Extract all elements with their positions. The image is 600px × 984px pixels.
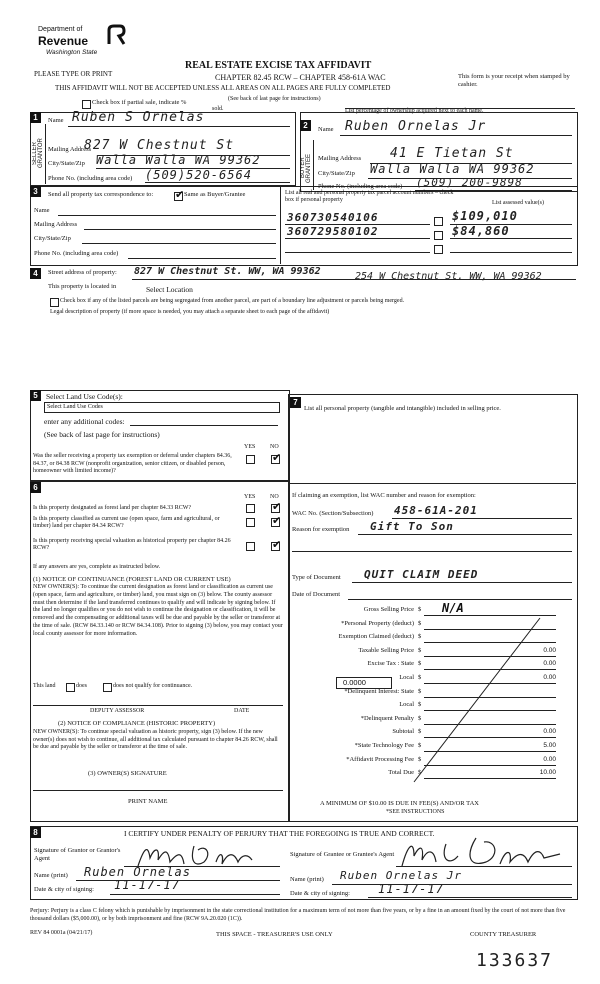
s6-no: NO	[270, 494, 279, 500]
form-id: REV 84 0001a (04/21/17)	[30, 930, 93, 936]
tax-row-label: *State Technology Fee	[354, 742, 414, 749]
grantor-name[interactable]: Ruben S Ornelas	[72, 110, 205, 125]
street-address-label: Street address of property:	[48, 269, 117, 276]
dept-line2: Revenue	[38, 34, 89, 48]
tax-row-value[interactable]: 0.00	[543, 674, 556, 681]
s5-no: NO	[270, 444, 279, 450]
tax-row-dollar: $	[418, 633, 422, 641]
section-7-number: 7	[290, 397, 301, 408]
tax-row-dollar: $	[418, 728, 422, 736]
section-4-number: 4	[30, 268, 41, 279]
grantee-print-name[interactable]: Ruben Ornelas Jr	[340, 869, 462, 882]
grantee-mailing-label: Mailing Address	[318, 155, 362, 162]
partial-sale-label: Check box if partial sale, indicate %	[92, 99, 187, 106]
s3-mailing-label: Mailing Address	[34, 221, 78, 228]
tax-row-label: *Delinquent Interest: State	[344, 687, 414, 695]
grantor-mailing-label: Mailing Address	[48, 146, 92, 153]
grantee-city-label: City/State/Zip	[318, 170, 355, 177]
grantee-date-label: Date & city of signing:	[290, 890, 350, 897]
grantor-print-name[interactable]: Ruben Ornelas	[84, 865, 191, 879]
county-treasurer: COUNTY TREASURER	[470, 931, 537, 938]
section-8-number: 8	[30, 827, 41, 838]
grantee-city[interactable]: Walla Walla WA 99362	[370, 162, 535, 176]
strike-through-line	[410, 616, 550, 784]
same-as-grantee-checkbox[interactable]	[174, 192, 183, 201]
grantor-city[interactable]: Walla Walla WA 99362	[96, 153, 261, 167]
local-rate-box	[336, 677, 392, 689]
parcel-3-personal-checkbox[interactable]	[434, 245, 443, 254]
s6-question-1: Is this property designated as forest land per chapter 84.33 RCW?	[33, 505, 192, 511]
street-address-1[interactable]: 827 W Chestnut St. WW, WA 99362	[134, 266, 321, 277]
tax-row-value[interactable]: 0.00	[543, 755, 556, 763]
grantor-phone[interactable]: (509)520-6564	[145, 168, 252, 182]
land-does-label: does	[76, 683, 87, 689]
tax-row-label: Total Due	[388, 769, 414, 777]
assessed-value-1[interactable]: $109,010	[452, 209, 518, 223]
tax-row-label: Local	[399, 701, 414, 709]
doc-type-value[interactable]: QUIT CLAIM DEED	[364, 568, 479, 581]
s5-q1-yes[interactable]	[246, 455, 255, 464]
assessed-value-2[interactable]: $84,860	[452, 224, 510, 238]
certify-statement: I CERTIFY UNDER PENALTY OF PERJURY THAT THE FOREGOING IS TRUE AND CORRECT.	[124, 829, 435, 838]
tax-row-label: Exemption Claimed (deduct)	[338, 633, 414, 641]
grantor-signature-label: Signature of Grantor or Grantor's Agent	[34, 847, 121, 862]
notice-1-title: (1) NOTICE OF CONTINUANCE (FOREST LAND OR CURRENT USE)	[33, 576, 231, 583]
grantee-signature-label: Signature of Grantee or Grantee's Agent	[290, 851, 395, 858]
tax-row-value[interactable]: 10.00	[539, 769, 556, 777]
deputy-date: DATE	[234, 708, 250, 714]
s6-question-3: Is this property receiving special valuation as historical property per chapter 84.26 RCW?	[33, 538, 231, 551]
segregated-checkbox[interactable]	[50, 298, 59, 307]
grantee-date[interactable]: 11-17-17	[378, 882, 444, 896]
located-label: This property is located in	[48, 283, 117, 290]
sold-label: sold.	[212, 106, 224, 112]
tax-row-label: Subtotal	[392, 728, 414, 736]
if-answers-yes: If any answers are yes, complete as instructed below.	[33, 564, 161, 570]
s6-q1-yes[interactable]	[246, 504, 255, 513]
land-does-not-label: does not qualify for continuance.	[113, 683, 193, 689]
s6-q1-no[interactable]	[271, 504, 280, 513]
personal-property-label: List all personal property (tangible and intangible) included in selling price.	[304, 405, 501, 412]
dor-emblem-icon	[106, 24, 126, 46]
grantor-date-label: Date & city of signing:	[34, 886, 94, 893]
section-2-number: 2	[300, 120, 311, 131]
local-rate[interactable]: 0.0000	[343, 678, 366, 687]
doc-date-label: Date of Document	[292, 591, 341, 598]
grantee-name[interactable]: Ruben Ornelas Jr	[345, 119, 487, 134]
doc-type-label: Type of Document	[292, 574, 341, 581]
partial-sale-checkbox[interactable]	[82, 100, 91, 109]
assessed-value-label: List assessed value(s)	[492, 200, 544, 206]
parcel-2-personal-checkbox[interactable]	[434, 231, 443, 240]
tax-row-dollar: $	[418, 660, 422, 668]
form-chapter: CHAPTER 82.45 RCW – CHAPTER 458-61A WAC	[215, 73, 386, 82]
tax-row-dollar: $	[418, 674, 422, 681]
notice-2-title: (2) NOTICE OF COMPLIANCE (HISTORIC PROPERTY)	[58, 720, 216, 727]
grantee-print-label: Name (print)	[290, 876, 324, 883]
print-name: PRINT NAME	[128, 798, 168, 805]
s5-question-1: Was the seller receiving a property tax exemption or deferral under chapters 84.36, 84.37, or 84.38 RCW (nonprofit organization, senior citizen, or disabled person, homeowner with limited income)?	[33, 453, 232, 474]
tax-row-label: Taxable Selling Price	[358, 646, 414, 654]
tax-row-dollar: $	[418, 769, 422, 777]
section-6-number: 6	[30, 482, 41, 493]
minimum-due: A MINIMUM OF $10.00 IS DUE IN FEE(S) AND/OR TAX	[320, 800, 479, 807]
see-back-top: (See back of last page for instructions)	[228, 96, 321, 102]
wac-value[interactable]: 458-61A-201	[394, 504, 478, 517]
land-does-not-checkbox[interactable]	[103, 683, 112, 692]
owner-signature: (3) OWNER(S) SIGNATURE	[88, 770, 167, 777]
send-correspondence-label: Send all property tax correspondence to:	[48, 191, 154, 198]
parcel-2[interactable]: 360729580102	[287, 225, 379, 238]
parcel-list-label: List all real and personal property tax parcel account numbers – check box if personal property	[285, 190, 454, 203]
tax-row-dollar: $	[418, 646, 422, 654]
grantor-phone-label: Phone No. (including area code)	[48, 175, 133, 182]
list-percentage: List percentage of ownership acquired next to each name.	[345, 108, 484, 114]
grantee-side-label: BUYER GRANTEE	[300, 153, 312, 183]
exemption-reason[interactable]: Gift To Son	[370, 520, 454, 533]
grantee-name-label: Name	[318, 126, 334, 133]
s3-name-label: Name	[34, 207, 50, 214]
s3-phone-label: Phone No. (including area code)	[34, 250, 119, 257]
land-use-label: Select Land Use Code(s):	[46, 392, 123, 401]
s6-yes: YES	[244, 494, 256, 500]
located-select[interactable]: Select Location	[146, 285, 193, 294]
additional-codes-label: enter any additional codes:	[44, 417, 125, 426]
grantee-phone-label: Phone No. (including area code)	[318, 183, 403, 190]
grantee-signature[interactable]	[396, 834, 566, 870]
section-1-number: 1	[30, 112, 41, 123]
street-address-2[interactable]: 254 W Chestnut St. WW, WA 99362	[355, 271, 542, 282]
land-use-select[interactable]	[44, 402, 280, 413]
grantor-city-label: City/State/Zip	[48, 160, 85, 167]
tax-row-dollar: $	[418, 755, 422, 763]
receipt-note: This form is your receipt when stamped by cashier.	[458, 73, 570, 88]
grantee-phone[interactable]: (509) 200-9898	[416, 176, 523, 189]
tax-row-dollar: $	[418, 714, 422, 722]
tax-row-dollar: $	[418, 701, 422, 709]
land-does-checkbox[interactable]	[66, 683, 75, 692]
wac-label: WAC No. (Section/Subsection)	[292, 510, 374, 517]
notice-1-body: NEW OWNER(S): To continue the current designation as forest land or classification as current use (open space, farm and agriculture, or timber) land, you must sign on (3) below. The county assessor must then determine if the land transferred continues to qualify and will indicate by signing below. If the land no longer qualifies or you do not wish to continue the designation or classification, it will be removed and the compensating or additional taxes will be due and payable by the seller or transferor at the time of sale. (RCW 84.33.140 or RCW 84.34.108). Prior to signing (3) below, you may contact your local county assessor for more information.	[33, 584, 283, 637]
tax-row-dollar: $	[418, 619, 422, 627]
perjury-statement: Perjury: Perjury is a class C felony which is punishable by imprisonment in the state correctional institution for a maximum term of not more than five years, or by a fine in an amount fixed by the court of not more than five thousand dollars ($5,000.00), or by both imprisonment and fine (RCW 9A.20.020 (1C)).	[30, 908, 566, 922]
dept-line3: Washington State	[46, 49, 98, 56]
s5-yes: YES	[244, 444, 256, 450]
tax-row-label: Local	[399, 674, 414, 681]
s6-question-2: Is this property classified as current use (open space, farm and agricultural, or timber) land per chapter 84.34 RCW?	[33, 516, 220, 529]
tax-row-dollar: $	[418, 742, 422, 749]
dept-line1: Department of	[38, 26, 83, 33]
land-use-select-value: Select Land Use Codes	[47, 404, 103, 410]
tax-row-value[interactable]: 5.00	[543, 742, 556, 749]
dor-logo	[38, 20, 128, 62]
s3-city-label: City/State/Zip	[34, 235, 71, 242]
s5-see-back: (See back of last page for instructions)	[44, 430, 160, 439]
this-land-label: This land	[33, 683, 56, 689]
s6-q2-no[interactable]	[271, 518, 280, 527]
section-5-number: 5	[30, 390, 41, 401]
segregated-label: Check box if any of the listed parcels are being segregated from another parcel, are part of a boundary line adjustment or parcels being merged.	[60, 298, 405, 304]
notice-2-body: NEW OWNER(S): To continue special valuation as historic property, sign (3) below. If the new owner(s) does not wish to continue, all additional tax calculated pursuant to chapter 84.26 RCW, shall be due and payable by the seller or transferor at the time of sale.	[33, 729, 278, 750]
s6-q2-yes[interactable]	[246, 518, 255, 527]
tax-row-dollar: $	[418, 606, 422, 613]
form-warning: THIS AFFIDAVIT WILL NOT BE ACCEPTED UNLESS ALL AREAS ON ALL PAGES ARE FULLY COMPLETED	[55, 84, 391, 92]
exemption-claim-label: If claiming an exemption, list WAC number and reason for exemption:	[292, 492, 476, 499]
grantor-mailing[interactable]: 827 W Chestnut St	[84, 138, 235, 153]
deputy-assessor: DEPUTY ASSESSOR	[90, 708, 145, 714]
grantee-mailing[interactable]: 41 E Tietan St	[390, 146, 514, 161]
see-instructions: *SEE INSTRUCTIONS	[386, 809, 445, 815]
tax-row-label: *Delinquent Penalty	[360, 714, 414, 722]
please-type: PLEASE TYPE OR PRINT	[34, 70, 113, 78]
legal-description-label: Legal description of property (if more space is needed, you may attach a separate sheet to each page of the affidavit)	[50, 309, 330, 315]
section-3-number: 3	[30, 186, 41, 197]
grantor-date[interactable]: 11-17-17	[114, 878, 180, 892]
treasurer-space: THIS SPACE - TREASURER'S USE ONLY	[216, 931, 333, 938]
tax-row-label: *Affidavit Processing Fee	[346, 755, 414, 763]
grantor-side-label: SELLER GRANTOR	[32, 138, 44, 168]
tax-row-dollar: $	[418, 687, 422, 695]
form-title: REAL ESTATE EXCISE TAX AFFIDAVIT	[185, 60, 372, 71]
tax-row-label: *Personal Property (deduct)	[341, 619, 414, 627]
grantor-name-label: Name	[48, 117, 64, 124]
stamp-number: 133637	[476, 950, 554, 971]
exemption-reason-label: Reason for exemption	[292, 526, 350, 533]
tax-row-value[interactable]: 0.00	[543, 728, 556, 736]
grantor-print-label: Name (print)	[34, 872, 68, 879]
tax-row-value[interactable]: N/A	[442, 601, 464, 615]
tax-row-label: Excise Tax : State	[367, 660, 414, 668]
tax-row-value[interactable]: 0.00	[543, 646, 556, 654]
s6-q3-no[interactable]	[271, 542, 280, 551]
s6-q3-yes[interactable]	[246, 542, 255, 551]
same-as-grantee-label: Same as Buyer/Grantee	[184, 191, 246, 198]
tax-row-label: Gross Selling Price	[363, 606, 414, 613]
s5-q1-no[interactable]	[271, 455, 280, 464]
parcel-1-personal-checkbox[interactable]	[434, 217, 443, 226]
tax-row-value[interactable]: 0.00	[543, 660, 556, 668]
parcel-1[interactable]: 360730540106	[287, 211, 379, 224]
